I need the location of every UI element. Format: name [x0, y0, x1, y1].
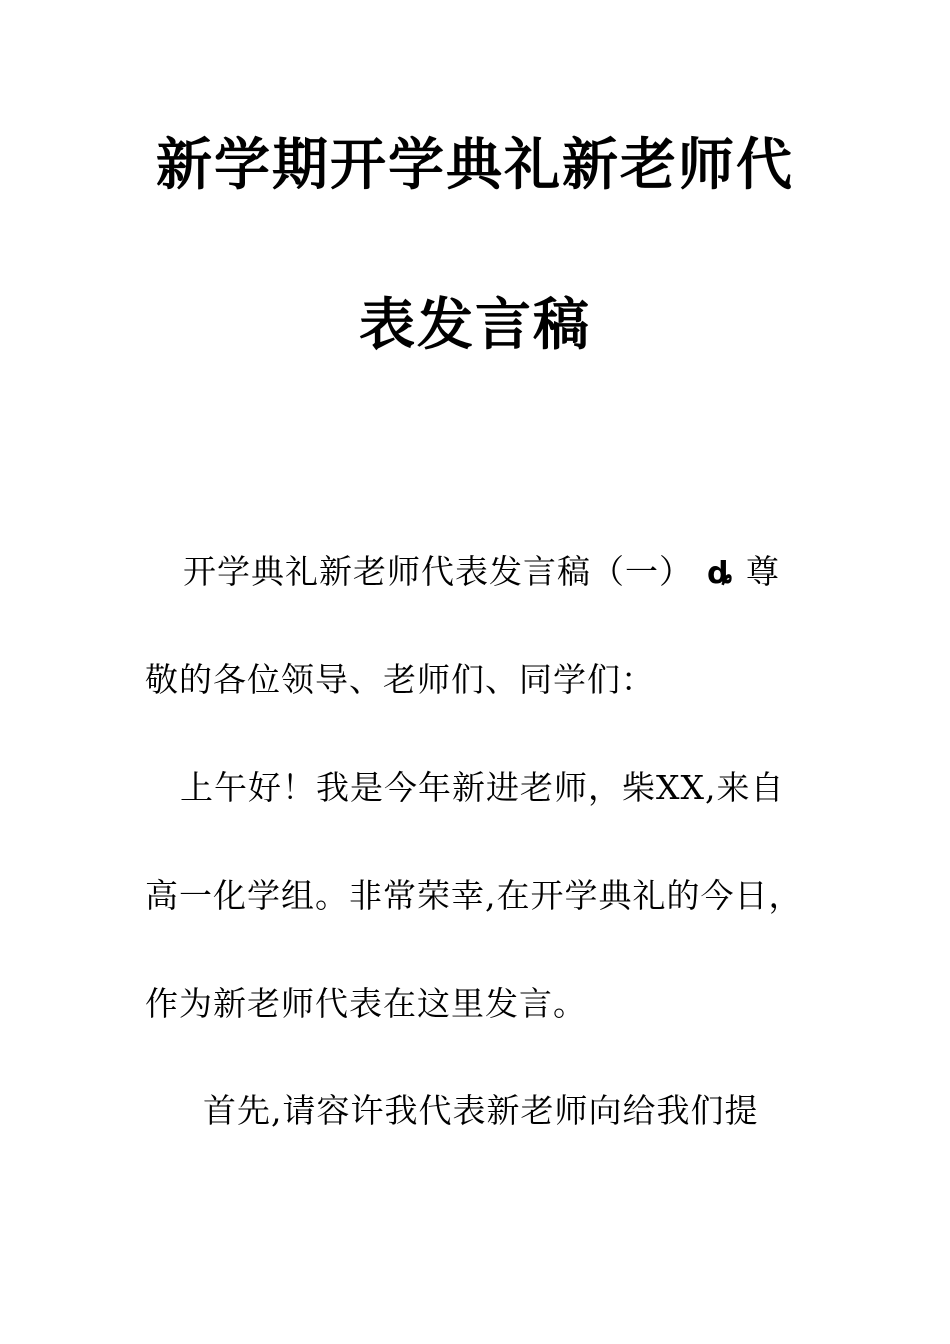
salutation-start-text: 尊: [745, 552, 780, 591]
document-title-line-2: 表发言稿: [359, 293, 591, 358]
document-title-line-1: 新学期开学典礼新老师代: [156, 133, 794, 198]
paragraph-line-1: [183, 552, 780, 591]
paragraph-line-2: 敬的各位领导、老师们、同学们：: [145, 660, 655, 699]
speech-heading-text: 开学典礼新老师代表发言稿（一）: [183, 552, 693, 591]
paragraph-line-6: 首先,请容许我代表新老师向给我们提: [203, 1091, 759, 1130]
paragraph-line-3: 上午好！我是今年新进老师，柴XX,来自: [180, 768, 785, 807]
paragraph-line-4: 高一化学组。非常荣幸,在开学典礼的今日，: [145, 876, 803, 915]
stray-symbol: ȡ: [707, 556, 734, 591]
paragraph-line-5: 作为新老师代表在这里发言。: [145, 984, 587, 1023]
